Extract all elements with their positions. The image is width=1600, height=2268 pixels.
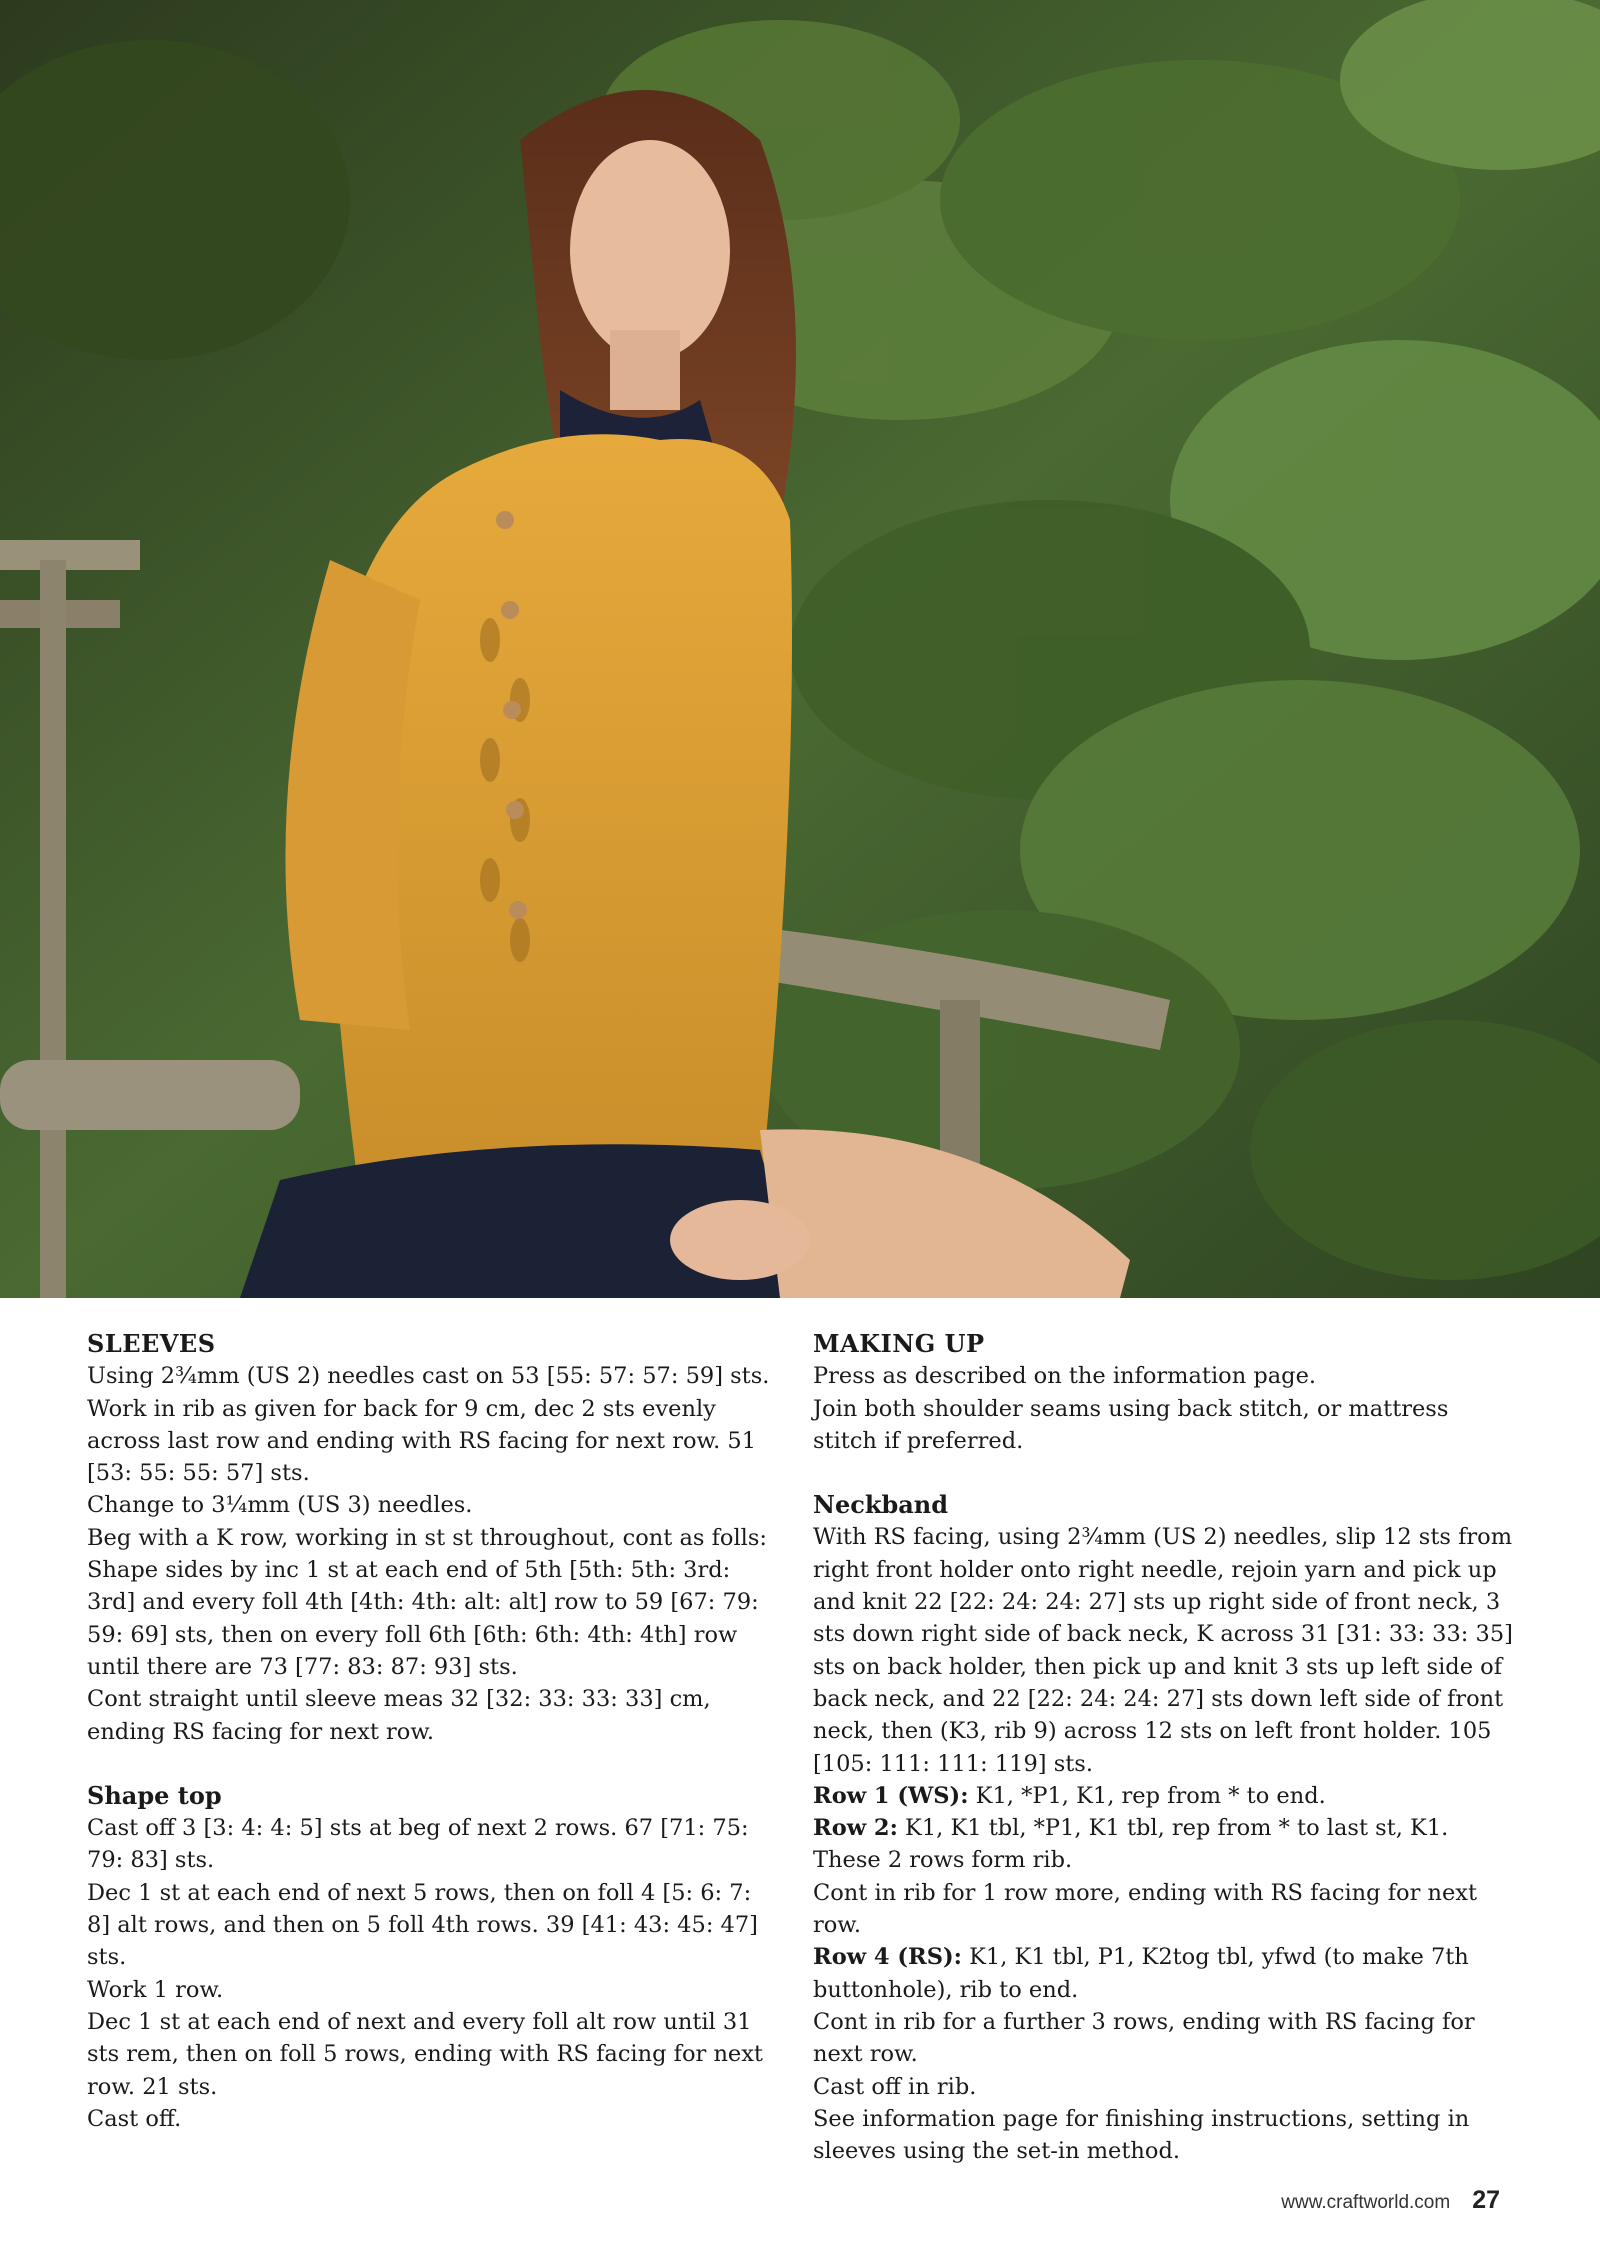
neckband-row-4 [813,1941,1513,2006]
shape-top-line-3: Work 1 row. [87,1976,224,2003]
sleeves-line-1: Using 2¾mm (US 2) needles cast on 53 [55: 57: 57: 59] sts. [87,1363,770,1390]
sleeves-line-5: Shape sides by inc 1 st at each end of 5th [5th: 5th: 3rd: 3rd] and every foll 4th [4th: 4th: alt: alt] row to 59 [67: 79: 59: 69] sts, then on every foll 6th [6th: 6th: 4th: 4th] row until there are 73 [77: 83: 87: 93] sts. [87,1557,759,1680]
row-4-label: Row 4 (RS): [813,1944,962,1971]
row-1-label: Row 1 (WS): [813,1782,969,1809]
sleeves-line-3: Change to 3¼mm (US 3) needles. [87,1492,473,1519]
neckband-line-form: These 2 rows form rib. [813,1847,1073,1874]
row-2-label: Row 2: [813,1815,898,1842]
sleeves-line-6: Cont straight until sleeve meas 32 [32: 33: 33: 33] cm, ending RS facing for next row. [87,1686,711,1745]
cardigan [328,434,792,1200]
shape-top-heading: Shape top [87,1780,222,1810]
making-up-heading: MAKING UP [813,1329,985,1358]
sleeves-heading: SLEEVES [87,1329,216,1358]
shape-top-line-5: Cast off. [87,2105,182,2132]
neckband-row-1 [813,1780,1513,1812]
making-up-line-1: Press as described on the information page. [813,1363,1317,1390]
left-column [87,1328,777,2135]
website-url[interactable]: www.craftworld.com [1281,2192,1451,2213]
row-4-text: K1, K1 tbl, P1, K2tog tbl, yfwd (to make 7th buttonhole), rib to end. [813,1944,1469,2003]
neckband-row-2 [813,1812,1513,1844]
page-footer [1281,2186,1500,2215]
row-1-text: K1, *P1, K1, rep from * to end. [968,1782,1326,1809]
making-up-line-2: Join both shoulder seams using back stitch, or mattress stitch if preferred. [813,1395,1449,1454]
neckband-intro: With RS facing, using 2¾mm (US 2) needles, slip 12 sts from right front holder onto right needle, rejoin yarn and pick up and knit 22 [22: 24: 24: 27] sts up right side of front neck, 3 sts down right side of back neck, K across 31 [31: 33: 33: 35] sts on back holder, then pick up and knit 3 sts up left side of back neck, and 22 [22: 24: 24: 27] sts down left side of front neck, then (K3, rib 9) across 12 sts on left front holder. 105 [105: 111: 111: 119] sts. [813,1524,1513,1777]
shape-top-line-2: Dec 1 st at each end of next 5 rows, then on foll 4 [5: 6: 7: 8] alt rows, and then on 5 foll 4th rows. 39 [41: 43: 45: 47] sts. [87,1879,758,1971]
shape-top-line-4: Dec 1 st at each end of next and every foll alt row until 31 sts rem, then on foll 5 rows, ending with RS facing for next row. 21 sts. [87,2008,763,2100]
sleeves-line-4: Beg with a K row, working in st st throughout, cont as folls: [87,1524,767,1551]
neckband-line-cont: Cont in rib for 1 row more, ending with RS facing for next row. [813,1879,1478,1939]
shape-top-line-1: Cast off 3 [3: 4: 4: 5] sts at beg of next 2 rows. 67 [71: 75: 79: 83] sts. [87,1815,749,1874]
neckband-line-castoff: Cast off in rib. [813,2073,977,2100]
face [570,140,730,360]
page-number: 27 [1472,2186,1500,2214]
neckband-line-further: Cont in rib for a further 3 rows, ending with RS facing for next row. [813,2008,1475,2068]
neckband-heading: Neckband [813,1490,949,1520]
neckband-line-finish: See information page for finishing instructions, setting in sleeves using the set-in method. [813,2105,1470,2165]
right-column [813,1328,1513,2167]
row-2-text: K1, K1 tbl, *P1, K1 tbl, rep from * to last st, K1. [897,1815,1449,1842]
sleeves-line-2: Work in rib as given for back for 9 cm, dec 2 sts evenly across last row and ending with RS facing for next row. 51 [53: 55: 55: 57] sts. [87,1395,757,1487]
